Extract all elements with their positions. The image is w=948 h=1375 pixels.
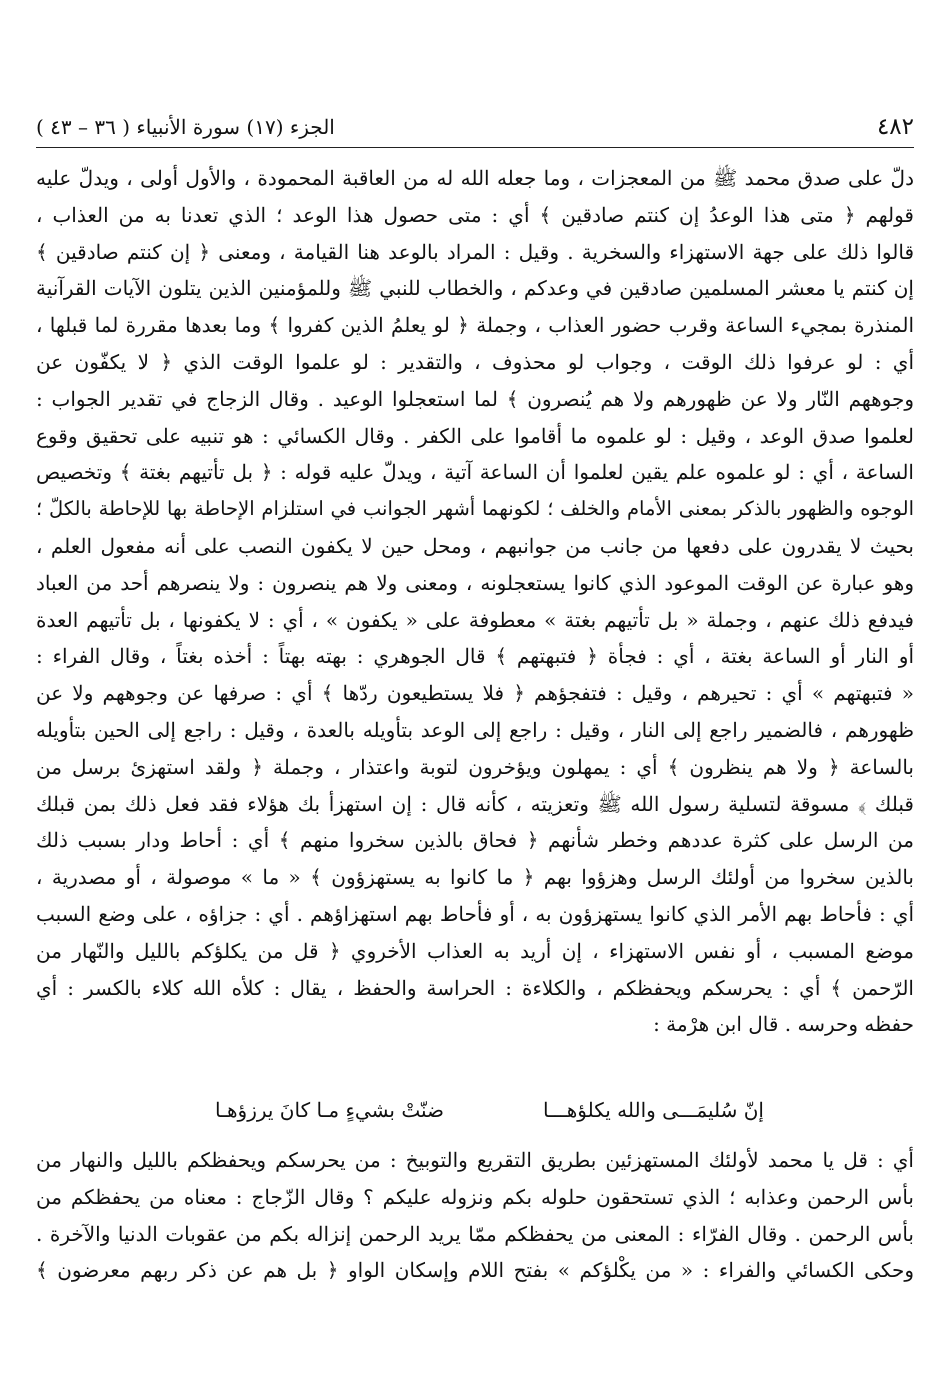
text-line: قولهم ﴿ متى هذا الوعدُ إن كنتم صادقين ﴾ أي : متى حصول هذا الوعد ؛ الذي تعدنا به من العذاب ، xyxy=(36,202,914,227)
text-line: وهو عبارة عن الوقت الموعود الذي كانوا يستعجلونه ، ومعنى ولا هم ينصرون : ولا ينصرهم أحد من العباد xyxy=(36,570,914,595)
page-header xyxy=(36,112,914,146)
text-line: بالساعة ﴿ ولا هم ينظرون ﴾ أي : يمهلون ويؤخرون لتوبة واعتذار ، وجملة ﴿ ولقد استهزئ برسل من xyxy=(36,754,914,779)
text-line: من الرسل على كثرة عددهم وخطر شأنهم ﴿ فحاق بالذين سخروا منهم ﴾ أي : أحاط ودار بسبب ذلك xyxy=(36,828,914,853)
text-line: وحكى الكسائي والفراء : « من يكْلؤكم » بفتح اللام وإسكان الواو ﴿ بل هم عن ذكر ربهم معرضون ﴾ xyxy=(36,1258,914,1283)
text-line: الرّحمن ﴾ أي : يحرسكم ويحفظكم ، والكلاءة : الحراسة والحفظ ، يقال : كلأه الله كلاء بالكسر : أي xyxy=(36,975,914,1000)
text-line: بحيث لا يقدرون على دفعها من جانب من جوانبهم ، ومحل حين لا يكفون النصب على أنه مفعول العلم ، xyxy=(36,533,914,558)
verse-second-hemistich: ضنّتْ بشيءٍ مـا كانَ يرزؤهـا xyxy=(215,1098,444,1122)
text-line: بأس الرحمن . وقال الفرّاء : المعنى من يحفظكم ممّا يريد الرحمن إنزاله بكم من عقوبات الدنيا والآخرة . xyxy=(36,1221,914,1246)
text-line: « فتبهتهم » أي : تحيرهم ، وقيل : فتفجؤهم ﴿ فلا يستطيعون ردّها ﴾ أي : صرفها عن وجوههم ولا عن xyxy=(36,681,914,706)
running-title: الجزء (١٧) سورة الأنبياء ( ٣٦ – ٤٣ ) xyxy=(36,115,335,139)
text-line: قبلك ﴾ مسوقة لتسلية رسول الله ﷺ وتعزيته ، كأنه قال : إن استهزأ بك هؤلاء فقد فعل ذلك بمن قبلك xyxy=(36,791,914,816)
verse-first-hemistich: إنّ سُليمَـــى والله يكلؤهـــا xyxy=(543,1098,764,1122)
text-line: ظهورهم ، فالضمير راجع إلى النار ، وقيل : راجع إلى الوعد بتأويله بالعدة ، وقيل : راجع إلى الحين بتأويله xyxy=(36,717,914,742)
text-line: إن كنتم يا معشر المسلمين صادقين في وعدكم ، والخطاب للنبي ﷺ وللمؤمنين الذين يتلون الآيات القرآنية xyxy=(36,276,914,301)
text-line: حفظه وحرسه . قال ابن هرْمة : xyxy=(653,1012,914,1037)
text-line: أو النار أو الساعة بغتة ، أي : فجأة ﴿ فتبهتهم ﴾ قال الجوهري : بهته بهتاً : أخذه بغتاً ، وقال الفراء : xyxy=(36,644,914,669)
text-line: قالوا ذلك على جهة الاستهزاء والسخرية . وقيل : المراد بالوعد هنا القيامة ، ومعنى ﴿ إن كنتم صادقين ﴾ xyxy=(36,239,914,264)
text-line: دلّ على صدق محمد ﷺ من المعجزات ، وما جعله الله له من العاقبة المحمودة ، والأول أولى ، ويدلّ عليه xyxy=(36,166,914,190)
commentary-text xyxy=(36,160,914,1043)
text-line: فيدفع ذلك عنهم ، وجملة « بل تأتيهم بغتة » معطوفة على « يكفون » ، أي : لا يكفونها ، بل تأتيهم العدة xyxy=(36,607,914,632)
text-line: الوجوه والظهور بالذكر بمعنى الأمام والخلف ؛ لكونهما أشهر الجوانب في استلزام الإحاطة بها للإحاطة بالكلّ ؛ xyxy=(36,497,914,521)
poetry-verse xyxy=(36,1090,914,1130)
text-line: الساعة ، أي : لو علموه علم يقين لعلموا أن الساعة آتية ، ويدلّ عليه قوله : ﴿ بل تأتيهم بغتة ﴾ وتخصيص xyxy=(36,460,914,485)
text-line: وجوههم النّار ولا عن ظهورهم ولا هم يُنصرون ﴾ لما استعجلوا الوعيد . وقال الزجاج في تقدير الجواب : xyxy=(36,386,914,411)
text-line: أي : فأحاط بهم الأمر الذي كانوا يستهزؤون به ، أو فأحاط بهم استهزاؤهم . أي : جزاؤه ، على وضع السبب xyxy=(36,901,914,926)
commentary-text-continued xyxy=(36,1142,914,1289)
text-line: موضع المسبب ، أو نفس الاستهزاء ، إن أريد به العذاب الأخروي ﴿ قل من يكلؤكم بالليل والنّهار من xyxy=(36,938,914,963)
text-line: المنذرة بمجيء الساعة وقرب حضور العذاب ، وجملة ﴿ لو يعلمُ الذين كفروا ﴾ وما بعدها مقررة لما قبلها ، xyxy=(36,313,914,338)
text-line: لعلموا صدق الوعد ، وقيل : لو علموه ما أقاموا على الكفر . وقال الكسائي : هو تنبيه على تحقيق وقوع xyxy=(36,423,914,448)
page-number: ٤٨٢ xyxy=(876,114,914,140)
text-line: أي : لو عرفوا ذلك الوقت ، وجواب لو محذوف ، والتقدير : لو علموا الوقت الذي ﴿ لا يكفّون عن xyxy=(36,349,914,374)
header-rule xyxy=(36,147,914,148)
text-line: أي : قل يا محمد لأولئك المستهزئين بطريق التقريع والتوبيخ : من يحرسكم ويحفظكم بالليل والنهار من xyxy=(36,1148,914,1172)
text-line: بالذين سخروا من أولئك الرسل وهزؤوا بهم ﴿ ما كانوا به يستهزؤون ﴾ « ما » موصولة ، أو مصدرية ، xyxy=(36,865,914,890)
text-line: بأس الرحمن وعذابه ؛ الذي تستحقون حلوله بكم ونزوله عليكم ؟ وقال الزّجاج : معناه من يحفظكم من xyxy=(36,1184,914,1209)
